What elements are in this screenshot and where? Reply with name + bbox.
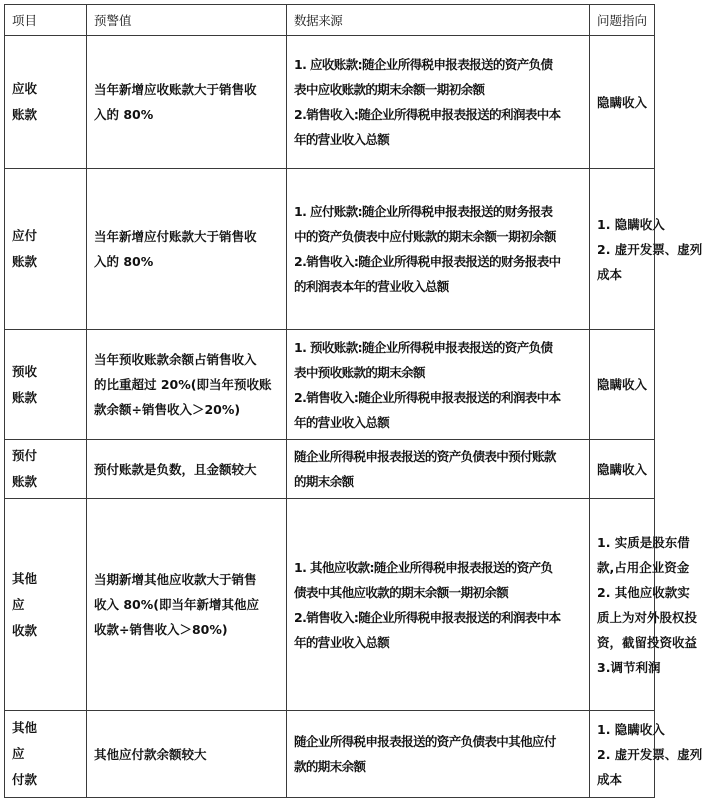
cell-line: 入的 80%: [94, 107, 154, 122]
header-issue-direction: 问题指向: [590, 5, 655, 36]
cell-source: [287, 169, 590, 330]
cell-line: 账款: [12, 474, 38, 489]
table-row: [5, 499, 655, 711]
cell-line: 质上为对外股权投: [597, 609, 698, 625]
cell-issue: [590, 169, 702, 330]
cell-line: 当年新增应收账款大于销售收: [94, 82, 257, 97]
cell-line: 债表中其他应收款的期末余额一期初余额: [294, 584, 509, 600]
cell-item: [5, 499, 87, 711]
table-header-row: [5, 5, 655, 36]
cell-line: 1. 预收账款:随企业所得税申报表报送的资产负债: [294, 339, 553, 355]
cell-line: 收入 80%(即当年新增其他应: [94, 597, 259, 612]
cell-line: 1. 应付账款:随企业所得税申报表报送的财务报表: [294, 204, 553, 219]
cell-line: 1. 应收账款:随企业所得税申报表报送的资产负债: [294, 57, 553, 72]
header-data-source: 数据来源: [287, 5, 590, 36]
cell-item: [5, 169, 87, 330]
cell-line: 1. 其他应收款:随企业所得税申报表报送的资产负: [294, 559, 553, 575]
cell-line: 的期末余额: [294, 474, 354, 489]
cell-line: 的比重超过 20%(即当年预收账: [94, 377, 272, 392]
cell-line: 收款: [12, 622, 38, 638]
cell-warning: [87, 330, 287, 440]
cell-issue: [590, 440, 655, 499]
cell-line: 预收: [12, 363, 38, 379]
cell-line: 应: [12, 596, 25, 612]
cell-warning: [87, 711, 287, 798]
cell-line: 表中应收账款的期末余额一期初余额: [294, 82, 485, 97]
cell-line: 隐瞒收入: [597, 461, 648, 477]
cell-line: 账款: [12, 389, 38, 405]
cell-line: 款的期末余额: [294, 759, 366, 774]
cell-line: 1. 隐瞒收入: [597, 216, 665, 232]
cell-line: 年的营业收入总额: [294, 132, 390, 147]
cell-source: [287, 711, 590, 798]
cell-source: [287, 36, 590, 169]
table-row: [5, 440, 655, 499]
cell-line: 成本: [597, 266, 623, 282]
cell-line: 2.销售收入:随企业所得税申报表报送的利润表中本: [294, 389, 561, 405]
cell-line: 表中预收账款的期末余额: [294, 364, 425, 380]
cell-warning: [87, 36, 287, 169]
cell-line: 当年新增应付账款大于销售收: [94, 229, 257, 244]
cell-line: 2. 其他应收款实: [597, 584, 690, 600]
cell-line: 其他: [12, 720, 38, 735]
cell-line: 的利润表本年的营业收入总额: [294, 279, 449, 294]
cell-line: 资，截留投资收益: [597, 634, 698, 650]
cell-line: 当年预收账款余额占销售收入: [94, 352, 257, 367]
cell-line: 应付: [12, 228, 38, 243]
cell-line: 预付账款是负数，且金额较大: [94, 461, 257, 477]
cell-source: [287, 499, 590, 711]
table-row: [5, 169, 655, 330]
cell-source: [287, 330, 590, 440]
cell-source: [287, 440, 590, 499]
cell-line: 2. 虚开发票、虚列: [597, 746, 702, 762]
cell-line: 隐瞒收入: [597, 94, 648, 110]
cell-line: 1. 实质是股东借: [597, 534, 690, 550]
cell-line: 成本: [597, 771, 623, 787]
cell-line: 2.销售收入:随企业所得税申报表报送的财务报表中: [294, 254, 561, 269]
cell-line: 付款: [12, 772, 38, 787]
cell-line: 年的营业收入总额: [294, 414, 390, 430]
cell-issue: [590, 330, 655, 440]
cell-line: 入的 80%: [94, 254, 154, 269]
cell-line: 预付: [12, 448, 38, 463]
cell-line: 3.调节利润: [597, 659, 661, 675]
cell-line: 当期新增其他应收款大于销售: [94, 572, 257, 587]
cell-issue: [590, 499, 698, 711]
risk-warning-table: [4, 4, 702, 798]
cell-issue: [590, 36, 655, 169]
table-row: [5, 36, 655, 169]
cell-line: 应收: [12, 81, 38, 96]
cell-issue: [590, 711, 702, 798]
cell-warning: [87, 169, 287, 330]
cell-warning: [87, 499, 287, 711]
table-row: [5, 711, 655, 798]
cell-line: 其他: [12, 570, 38, 586]
cell-line: 随企业所得税申报表报送的资产负债表中其他应付: [294, 734, 556, 749]
header-item: 项目: [5, 5, 87, 36]
cell-line: 款余额÷销售收入＞20%): [94, 402, 241, 417]
cell-line: 年的营业收入总额: [294, 634, 390, 650]
cell-line: 收款÷销售收入＞80%): [94, 622, 228, 637]
cell-item: [5, 36, 87, 169]
cell-item: [5, 711, 87, 798]
header-warning-value: 预警值: [87, 5, 287, 36]
cell-line: 2.销售收入:随企业所得税申报表报送的利润表中本: [294, 107, 561, 122]
cell-line: 随企业所得税申报表报送的资产负债表中预付账款: [294, 449, 556, 464]
cell-line: 隐瞒收入: [597, 377, 648, 392]
cell-item: [5, 440, 87, 499]
cell-line: 账款: [12, 107, 38, 122]
cell-line: 2. 虚开发票、虚列: [597, 241, 702, 257]
cell-line: 2.销售收入:随企业所得税申报表报送的利润表中本: [294, 609, 561, 625]
cell-line: 账款: [12, 254, 38, 269]
cell-line: 款,占用企业资金: [597, 559, 690, 575]
cell-item: [5, 330, 87, 440]
cell-line: 中的资产负债表中应付账款的期末余额一期初余额: [294, 229, 556, 244]
cell-line: 应: [12, 746, 25, 761]
table-row: [5, 330, 655, 440]
cell-line: 其他应付款余额较大: [94, 746, 207, 762]
cell-line: 1. 隐瞒收入: [597, 721, 665, 737]
cell-warning: [87, 440, 287, 499]
